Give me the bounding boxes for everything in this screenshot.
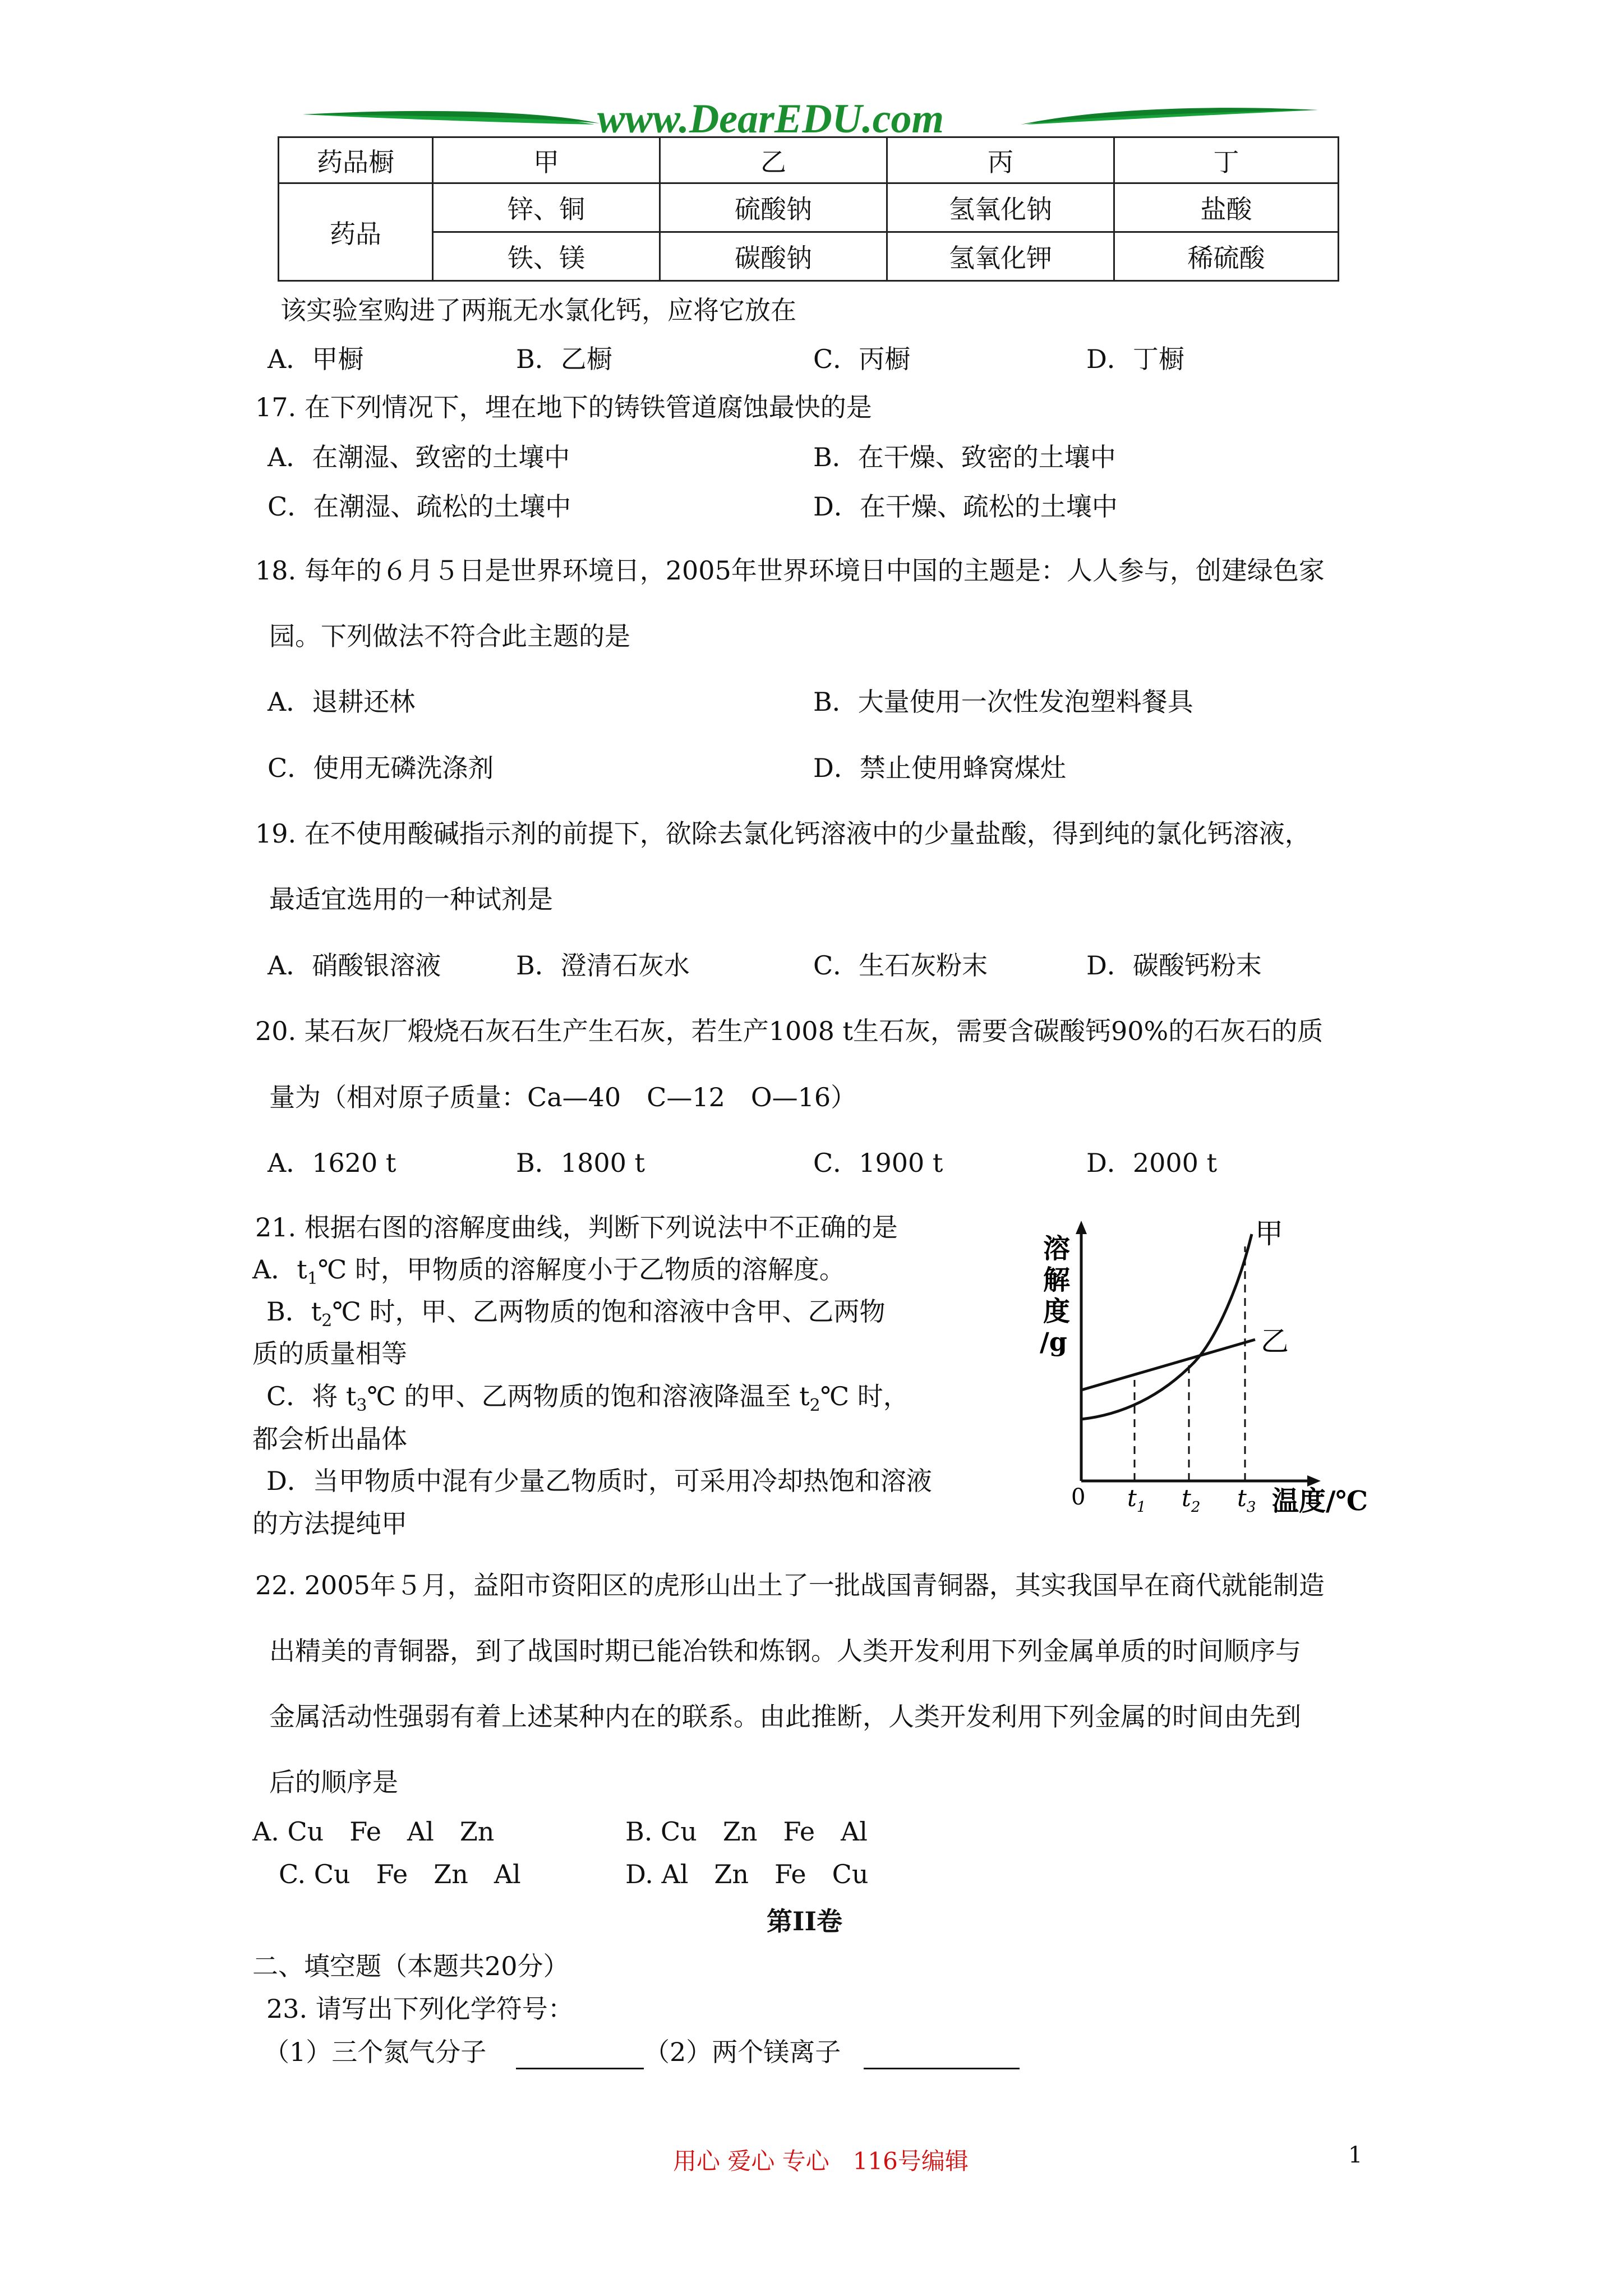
- q21-option-a: [252, 1254, 845, 1289]
- q21-c-sub2: 2: [809, 1396, 820, 1416]
- q19-option-b: B．澄清石灰水: [516, 950, 690, 981]
- q21-c-pre: C．将 t: [266, 1381, 357, 1411]
- y-label-2: 解: [1043, 1264, 1071, 1296]
- q18-option-c: C．使用无磷洗涤剂: [268, 753, 494, 783]
- q18-stem-line2: 园。下列做法不符合此主题的是: [269, 621, 630, 651]
- series-jia-curve: [1081, 1234, 1252, 1419]
- q22-option-c: C. Cu Fe Zn Al: [279, 1859, 521, 1889]
- q16-option-d: D．丁橱: [1086, 344, 1184, 374]
- y-label-4: /g: [1040, 1327, 1067, 1357]
- table-cell: 氢氧化钠: [887, 183, 1114, 232]
- q21-a-pre: A．t: [252, 1254, 307, 1285]
- table-header-cell: 乙: [660, 137, 887, 183]
- q23-part2: （2）两个镁离子: [644, 2037, 841, 2067]
- table-header-cell: 丁: [1114, 137, 1339, 183]
- q21-option-b: [266, 1296, 886, 1331]
- table-cell: 铁、镁: [433, 232, 660, 281]
- x-axis-label: 温度/℃: [1272, 1485, 1368, 1515]
- q20-stem-line2: 量为（相对原子质量：Ca—40 C—12 O—16）: [269, 1082, 857, 1112]
- q18-option-d: D．禁止使用蜂窝煤灶: [813, 753, 1066, 783]
- page-number: 1: [1348, 2142, 1363, 2168]
- q17-stem: 17. 在下列情况下，埋在地下的铸铁管道腐蚀最快的是: [255, 392, 872, 422]
- x-axis-arrow: [1307, 1475, 1321, 1487]
- table-header-cell: 药品橱: [279, 137, 433, 183]
- y-label-1: 溶: [1043, 1233, 1071, 1264]
- table-cell: 锌、铜: [433, 183, 660, 232]
- q22-stem-line2: 出精美的青铜器，到了战国时期已能冶铁和炼钢。人类开发利用下列金属单质的时间顺序与: [269, 1636, 1301, 1666]
- table-cell: 氢氧化钾: [887, 232, 1114, 281]
- q23-answer-blank-1[interactable]: [516, 2068, 644, 2069]
- q21-option-d-line1: D．当甲物质中混有少量乙物质时，可采用冷却热饱和溶液: [266, 1466, 932, 1496]
- q21-c-post: ℃ 时，: [820, 1381, 909, 1411]
- q22-option-b: B. Cu Zn Fe Al: [625, 1816, 868, 1847]
- section-heading: 二、填空题（本题共20分）: [252, 1951, 569, 1981]
- q19-option-a: A．硝酸银溶液: [268, 950, 441, 981]
- q17-option-c: C．在潮湿、疏松的土壤中: [268, 491, 571, 522]
- table-row-label: 药品: [279, 183, 433, 281]
- tick-label-t3: $t_3$: [1237, 1484, 1256, 1515]
- table-cell: 碳酸钠: [660, 232, 887, 281]
- series-yi-label: 乙: [1261, 1325, 1289, 1358]
- q16-option-b: B．乙橱: [516, 344, 612, 374]
- series-yi-line: [1081, 1340, 1255, 1390]
- y-axis-arrow: [1076, 1221, 1087, 1234]
- q19-option-c: C．生石灰粉末: [813, 950, 988, 981]
- cabinet-table: [278, 136, 1339, 282]
- q18-option-a: A．退耕还林: [268, 687, 416, 717]
- section-title: 第II卷: [767, 1906, 843, 1936]
- q21-option-c-line2: 都会析出晶体: [252, 1424, 407, 1454]
- q22-option-d: D. Al Zn Fe Cu: [625, 1859, 869, 1889]
- q19-option-d: D．碳酸钙粉末: [1086, 950, 1262, 981]
- solubility-chart: [1032, 1217, 1391, 1515]
- table-header-cell: 丙: [887, 137, 1114, 183]
- q18-option-b: B．大量使用一次性发泡塑料餐具: [813, 687, 1193, 717]
- q21-option-c: [266, 1383, 909, 1414]
- q18-stem-line1: 18. 每年的６月５日是世界环境日，2005年世界环境日中国的主题是：人人参与，创建绿色家: [255, 555, 1325, 586]
- table-cell: 稀硫酸: [1114, 232, 1339, 281]
- q19-stem-line1: 19. 在不使用酸碱指示剂的前提下，欲除去氯化钙溶液中的少量盐酸，得到纯的氯化钙溶液，: [255, 818, 1311, 849]
- q16-option-c: C．丙橱: [813, 344, 911, 374]
- tick-label-t1: $t_1$: [1127, 1484, 1146, 1515]
- q21-b-post: ℃ 时，甲、乙两物质的饱和溶液中含甲、乙两物: [332, 1296, 886, 1327]
- q23-part1: （1）三个氮气分子: [264, 2037, 487, 2067]
- q17-option-b: B．在干燥、致密的土壤中: [813, 442, 1116, 472]
- q16-stem: 该实验室购进了两瓶无水氯化钙，应将它放在: [280, 295, 796, 325]
- table-cell: 盐酸: [1114, 183, 1339, 232]
- q21-a-sub: 1: [307, 1269, 318, 1289]
- table-cell: 硫酸钠: [660, 183, 887, 232]
- q20-option-d: D．2000 t: [1086, 1148, 1218, 1178]
- q22-stem-line4: 后的顺序是: [269, 1767, 398, 1797]
- q21-c-sub1: 3: [356, 1396, 367, 1416]
- q17-option-a: A．在潮湿、致密的土壤中: [268, 442, 570, 472]
- q16-option-a: A．甲橱: [268, 344, 364, 374]
- q19-stem-line2: 最适宜选用的一种试剂是: [269, 884, 553, 914]
- q20-option-c: C．1900 t: [813, 1148, 943, 1178]
- tick-label-t2: $t_2$: [1182, 1484, 1201, 1515]
- q21-option-d-line2: 的方法提纯甲: [252, 1508, 407, 1539]
- q21-b-sub: 2: [321, 1311, 333, 1331]
- q21-a-post: ℃ 时，甲物质的溶解度小于乙物质的溶解度。: [317, 1254, 845, 1285]
- q22-stem-line3: 金属活动性强弱有着上述某种内在的联系。由此推断，人类开发利用下列金属的时间由先到: [269, 1701, 1301, 1732]
- q21-stem: 21. 根据右图的溶解度曲线，判断下列说法中不正确的是: [255, 1212, 898, 1243]
- solubility-chart-svg: [1032, 1217, 1391, 1515]
- q21-c-mid: ℃ 的甲、乙两物质的饱和溶液降温至 t: [367, 1381, 810, 1411]
- q23-answer-blank-2[interactable]: [864, 2068, 1020, 2069]
- site-logo-text: www.DearEDU.com: [597, 96, 944, 142]
- q21-b-pre: B．t: [266, 1296, 322, 1327]
- q20-option-a: A．1620 t: [268, 1148, 396, 1178]
- footer-text: 用心 爱心 专心 116号编辑: [673, 2147, 969, 2175]
- q23-stem: 23. 请写出下列化学符号：: [266, 1994, 574, 2024]
- series-jia-label: 甲: [1255, 1217, 1283, 1250]
- q17-option-d: D．在干燥、疏松的土壤中: [813, 491, 1118, 522]
- q22-option-a: A. Cu Fe Al Zn: [252, 1816, 495, 1847]
- q20-option-b: B．1800 t: [516, 1148, 645, 1178]
- origin-label: 0: [1071, 1484, 1086, 1510]
- q20-stem-line1: 20. 某石灰厂煅烧石灰石生产生石灰，若生产1008 t生石灰，需要含碳酸钙90%的石灰石的质: [255, 1016, 1324, 1046]
- q21-option-b-line2: 质的质量相等: [252, 1338, 407, 1369]
- y-label-3: 度: [1043, 1296, 1071, 1327]
- table-header-cell: 甲: [433, 137, 660, 183]
- q22-stem-line1: 22. 2005年５月，益阳市资阳区的虎形山出土了一批战国青铜器，其实我国早在商代就能制造: [255, 1570, 1325, 1600]
